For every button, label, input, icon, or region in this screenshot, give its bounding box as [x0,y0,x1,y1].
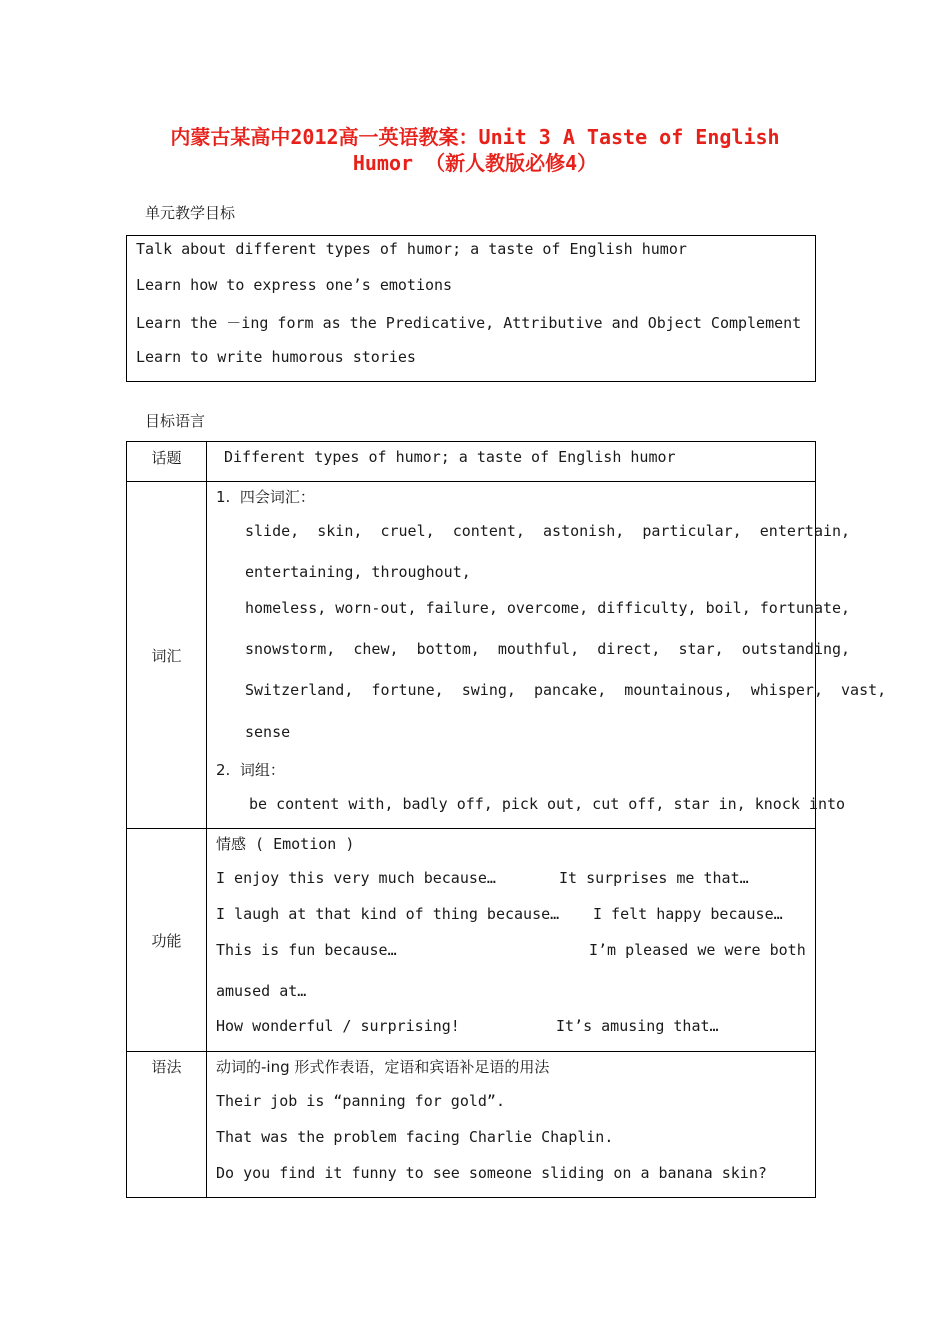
vocab-line: Switzerland, fortune, swing, pancake, mountainous, whisper, vast, [245,681,887,699]
grammar-line: Do you find it funny to see someone sliding on a banana skin? [216,1164,767,1182]
function-content [207,829,816,1052]
target-language-heading: 目标语言 [145,412,206,430]
topic-label: 话题 [127,442,207,482]
topic-text: Different types of humor; a taste of English humor [224,448,676,466]
title-line-1: 内蒙古某高中2012高一英语教案：Unit 3 A Taste of English [170,125,780,149]
function-left: I enjoy this very much because… [216,869,496,887]
function-right: It’s amusing that… [556,1017,719,1035]
vocabulary-label: 词汇 [127,482,207,829]
vocab-sub2-label: 2. 词组： [216,761,285,779]
target-language-table [126,441,887,1198]
grammar-line: That was the problem facing Charlie Chaplin. [216,1128,614,1146]
vocab-sub1-label: 1. 四会词汇： [216,488,315,506]
table-row-function [127,829,816,1052]
function-left: I laugh at that kind of thing because… [216,905,560,923]
function-left: How wonderful / surprising! [216,1017,460,1035]
vocab-line: slide, skin, cruel, content, astonish, particular, entertain, [245,522,851,540]
table-row-topic [127,442,816,482]
goal-item: Learn the －ing form as the Predicative, Attributive and Object Complement [136,314,802,332]
vocab-phrases: be content with, badly off, pick out, cut off, star in, knock into [249,795,846,813]
grammar-label: 语法 [127,1052,207,1198]
function-label: 功能 [127,829,207,1052]
grammar-content [207,1052,816,1198]
goal-item: Learn how to express one’s emotions [136,276,453,294]
function-heading: 情感 ( Emotion ) [216,835,355,853]
vocab-line: snowstorm, chew, bottom, mouthful, direct, star, outstanding, [245,640,851,658]
table-row-vocabulary [127,482,816,829]
page-title [0,124,950,176]
vocab-line: homeless, worn-out, failure, overcome, difficulty, boil, fortunate, [245,599,851,617]
function-right: It surprises me that… [559,869,749,887]
topic-content [207,442,816,482]
function-right: I’m pleased we were both [589,941,806,959]
vocab-line: entertaining, throughout, [245,563,471,581]
function-right: I felt happy because… [593,905,783,923]
table-row-grammar [127,1052,816,1198]
grammar-heading: 动词的-ing 形式作表语，定语和宾语补足语的用法 [216,1058,550,1076]
vocab-line: sense [245,723,291,741]
goal-item: Learn to write humorous stories [136,348,416,366]
unit-goals-heading: 单元教学目标 [145,204,236,222]
function-left: amused at… [216,982,307,1000]
goal-item: Talk about different types of humor; a taste of English humor [136,240,687,258]
title-line-2: Humor （新人教版必修4） [352,151,598,175]
function-left: This is fun because… [216,941,397,959]
vocabulary-content [207,482,887,829]
unit-goals-box [126,235,816,382]
grammar-line: Their job is “panning for gold”. [216,1092,505,1110]
